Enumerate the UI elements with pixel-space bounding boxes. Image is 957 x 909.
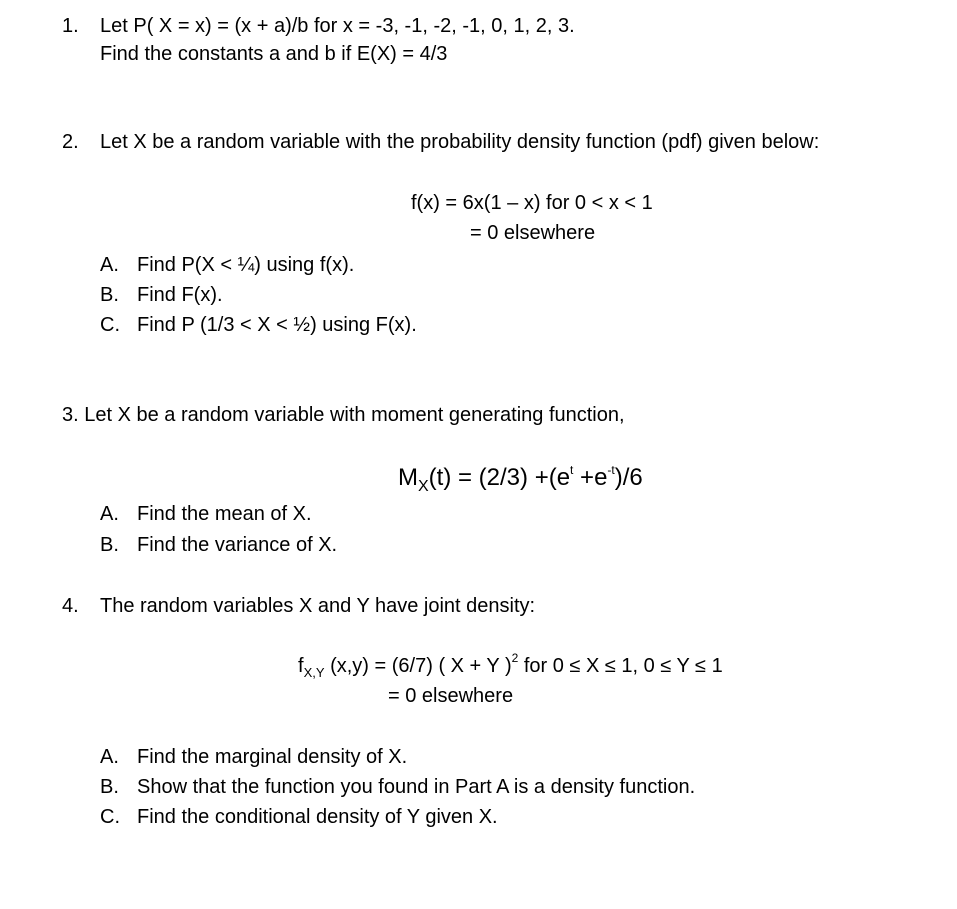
density-subscript: X,Y <box>303 665 325 680</box>
q4-stem: The random variables X and Y have joint density: <box>100 595 536 617</box>
q4-density-formula <box>298 651 723 680</box>
density-part-b: for 0 ≤ X ≤ 1, 0 ≤ Y ≤ 1 <box>518 655 723 677</box>
q3-stem: 3. Let X be a random variable with moment generating function, <box>62 404 625 426</box>
q4-part-b-label: B. <box>100 776 119 798</box>
density-exponent: 2 <box>511 651 519 666</box>
q2-pdf-line1: f(x) = 6x(1 – x) for 0 < x < 1 <box>411 192 653 214</box>
q4-number: 4. <box>62 595 79 617</box>
q4-part-c-text: Find the conditional density of Y given X. <box>137 806 498 828</box>
q2-pdf-line2: = 0 elsewhere <box>470 222 596 244</box>
q4-part-a-text: Find the marginal density of X. <box>137 746 408 768</box>
q4-part-a-label: A. <box>100 746 119 768</box>
mgf-subscript: X <box>418 477 429 495</box>
mgf-part-a: (t) = (2/3) +(e <box>428 464 571 491</box>
density-part-a: (x,y) = (6/7) ( X + Y ) <box>324 655 512 677</box>
q4-else-line: = 0 elsewhere <box>388 685 514 707</box>
q2-stem: Let X be a random variable with the probability density function (pdf) given below: <box>100 131 820 153</box>
q2-part-c-text: Find P (1/3 < X < ½) using F(x). <box>137 314 417 336</box>
q4-part-c-label: C. <box>100 806 120 828</box>
q1-number: 1. <box>62 15 79 37</box>
q1-line2: Find the constants a and b if E(X) = 4/3 <box>100 43 448 65</box>
q3-mgf-formula <box>398 463 643 495</box>
mgf-exp2: -t <box>607 463 615 477</box>
q2-part-b-text: Find F(x). <box>137 284 223 306</box>
q3-part-b-text: Find the variance of X. <box>137 534 338 556</box>
q2-part-a-text: Find P(X < ¼) using f(x). <box>137 254 355 276</box>
density-f: f <box>298 655 304 677</box>
q3-part-a-label: A. <box>100 503 119 525</box>
q1-line1: Let P( X = x) = (x + a)/b for x = -3, -1, -2, -1, 0, 1, 2, 3. <box>100 15 575 37</box>
q3-part-b-label: B. <box>100 534 119 556</box>
q4-part-b-text: Show that the function you found in Part A is a density function. <box>137 776 696 798</box>
q3-part-a-text: Find the mean of X. <box>137 503 312 525</box>
q2-part-a-label: A. <box>100 254 119 276</box>
q2-part-b-label: B. <box>100 284 119 306</box>
q2-number: 2. <box>62 131 79 153</box>
mgf-m: M <box>398 464 418 491</box>
mgf-exp1: t <box>570 463 574 477</box>
q2-part-c-label: C. <box>100 314 120 336</box>
mgf-part-c: )/6 <box>614 464 643 491</box>
mgf-part-b: +e <box>573 464 608 491</box>
